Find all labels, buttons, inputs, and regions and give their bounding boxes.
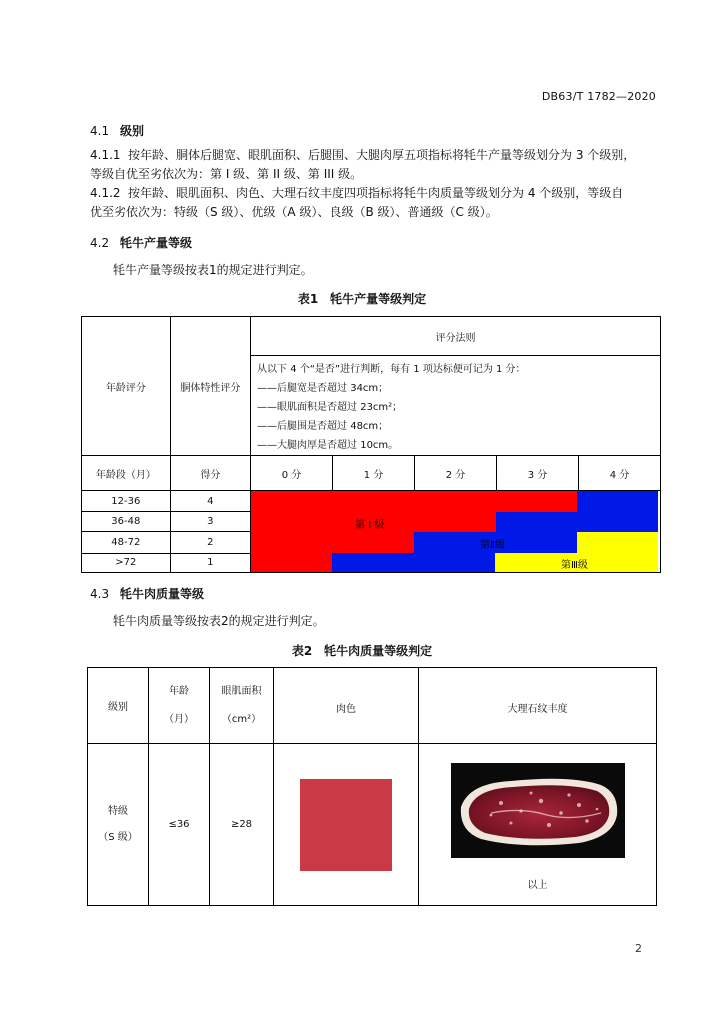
- para-4-3: 牦牛肉质量等级按表2的规定进行判定。: [113, 614, 325, 628]
- col-rule: 评分法则: [251, 317, 661, 356]
- header-age-line: 年龄: [169, 685, 189, 697]
- grade-2-label: 第Ⅱ级: [480, 540, 505, 551]
- section-title: 牦牛产量等级: [120, 236, 193, 250]
- para-number: 4.1.2: [90, 186, 121, 200]
- col-carcass-score: 胴体特性评分: [170, 317, 250, 456]
- grade-1-block: [251, 553, 332, 572]
- para-number: 4.1.1: [90, 148, 121, 162]
- age-band: 12-36: [82, 491, 171, 512]
- rule-line: ——大腿肉厚是否超过 10cm。: [257, 440, 399, 451]
- score-col-2: 2 分: [415, 456, 497, 491]
- grade-s-cell: [88, 744, 149, 906]
- header-eye-unit: （cm²）: [221, 713, 262, 725]
- header-age: [149, 668, 210, 744]
- header-grade: 级别: [88, 668, 149, 744]
- row-head-score: 得分: [170, 456, 250, 491]
- age-value: ≤36: [149, 744, 210, 906]
- row-head-age: 年龄段（月）: [82, 456, 171, 491]
- marbling-photo: [451, 763, 625, 858]
- section-number: 4.2: [90, 236, 110, 250]
- grade-1-block: [251, 532, 414, 553]
- para-line: 按年龄、眼肌面积、肉色、大理石纹丰度四项指标将牦牛肉质量等级划分为 4 个级别，等级自: [128, 186, 624, 200]
- table2: [87, 667, 657, 906]
- section-number: 4.3: [90, 587, 110, 601]
- doc-code: DB63/T 1782—2020: [541, 90, 656, 103]
- grade-2-block: [332, 553, 495, 572]
- header-eye-line: 眼肌面积: [221, 685, 262, 697]
- grade-name: 特级: [108, 805, 128, 817]
- grade-grid: [251, 491, 661, 573]
- section-number: 4.1: [90, 124, 110, 138]
- table1: [81, 316, 661, 573]
- grade-3-block: [577, 532, 658, 553]
- meat-color-swatch: [300, 779, 392, 871]
- meat-color-cell: [274, 744, 419, 906]
- grade-area: [251, 491, 658, 572]
- section-4-2: [90, 234, 192, 251]
- section-4-1: [90, 122, 144, 139]
- para-line: 按年龄、胴体后腿宽、眼肌面积、后腿围、大腿肉厚五项指标将牦牛产量等级划分为 3 个级别，: [128, 148, 636, 162]
- para-line: 优至劣依次为：特级（S 级）、优级（A 级）、良级（B 级）、普通级（C 级）。: [90, 205, 498, 219]
- marbling-note: 以上: [527, 879, 548, 891]
- para-line: 等级自优至劣依次为：第 I 级、第 II 级、第 III 级。: [90, 167, 363, 181]
- grade-1-block: [251, 491, 577, 512]
- page-number: 2: [635, 942, 642, 955]
- table1-caption: 表1 牦牛产量等级判定: [297, 292, 427, 306]
- age-band: 36-48: [82, 512, 171, 532]
- marbling-cell: [419, 744, 657, 906]
- grade-1-label: 第 I 级: [355, 520, 385, 531]
- grade-code: （S 级）: [98, 831, 138, 843]
- para-4-1-2: [90, 184, 660, 222]
- col-age-score: 年龄评分: [82, 317, 171, 456]
- grade-2-block: [577, 491, 658, 512]
- section-title: 牦牛肉质量等级: [120, 587, 205, 601]
- grade-2-block: [496, 512, 658, 532]
- eye-area-value: ≥28: [210, 744, 274, 906]
- table2-caption: 表2 牦牛肉质量等级判定: [291, 644, 433, 658]
- score-col-0: 0 分: [251, 456, 333, 491]
- para-4-1-1: [90, 146, 660, 184]
- steak-illustration: [451, 763, 625, 858]
- age-band: >72: [82, 553, 171, 572]
- score-col-1: 1 分: [333, 456, 415, 491]
- age-band: 48-72: [82, 532, 171, 553]
- section-title: 级别: [120, 124, 145, 138]
- header-eye-area: [210, 668, 274, 744]
- score-col-3: 3 分: [496, 456, 578, 491]
- age-score: 3: [170, 512, 250, 532]
- rule-line: ——眼肌面积是否超过 23cm²；: [257, 402, 403, 413]
- rule-line: ——后腿宽是否超过 34cm；: [257, 383, 389, 394]
- para-4-2: 牦牛产量等级按表1的规定进行判定。: [113, 263, 313, 277]
- score-col-4: 4 分: [578, 456, 660, 491]
- header-age-unit: （月）: [164, 713, 194, 725]
- age-score: 2: [170, 532, 250, 553]
- rule-line: 从以下 4 个“是否”进行判断，每有 1 项达标便可记为 1 分：: [257, 364, 526, 375]
- rule-line: ——后腿围是否超过 48cm；: [257, 421, 389, 432]
- age-score: 4: [170, 491, 250, 512]
- grade-3-label: 第Ⅲ级: [561, 560, 588, 571]
- section-4-3: [90, 585, 204, 602]
- age-score: 1: [170, 553, 250, 572]
- header-marbling: 大理石纹丰度: [419, 668, 657, 744]
- rule-list: [251, 356, 661, 456]
- header-meat-color: 肉色: [274, 668, 419, 744]
